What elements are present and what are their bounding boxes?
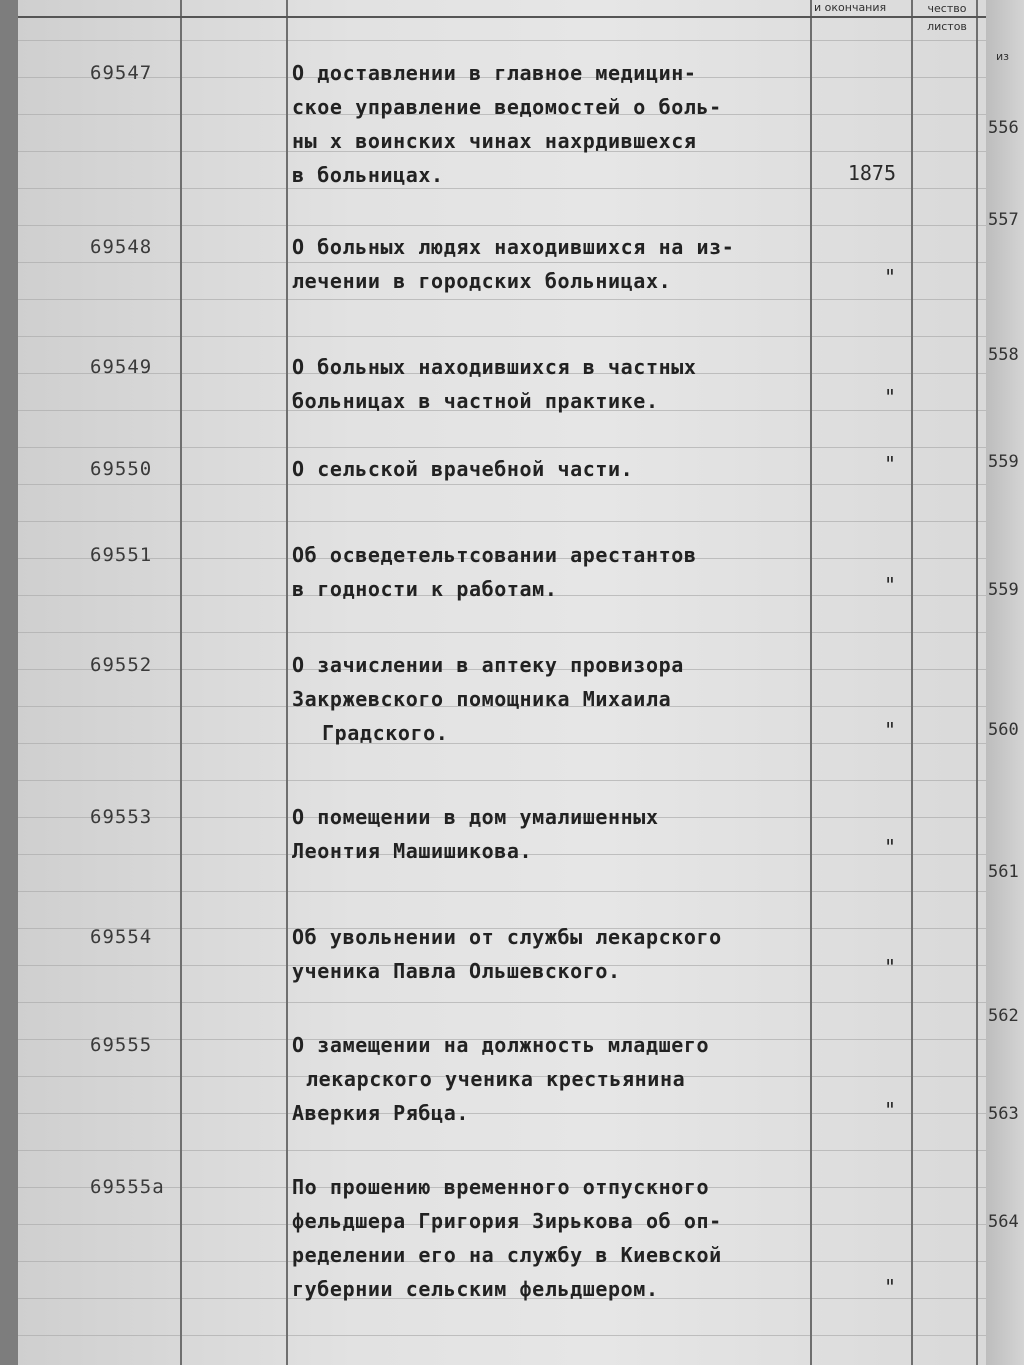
case-title-line: ученика Павла Ольшевского. bbox=[292, 959, 621, 983]
case-sheets: 556 bbox=[988, 118, 1019, 138]
case-title-line: в больницах. bbox=[292, 163, 444, 187]
case-title bbox=[292, 350, 812, 418]
case-number: 69554 bbox=[90, 926, 153, 948]
case-title bbox=[292, 1170, 812, 1306]
case-sheets: 557 bbox=[988, 210, 1019, 230]
case-title-line: Аверкия Рябца. bbox=[292, 1101, 469, 1125]
header-sheets: чество листов bbox=[927, 2, 967, 33]
case-title-line: Леонтия Машишикова. bbox=[292, 839, 533, 863]
case-number: 69550 bbox=[90, 458, 153, 480]
ruled-line bbox=[18, 1150, 986, 1151]
case-year: " bbox=[883, 385, 896, 409]
case-sheets: 558 bbox=[988, 345, 1019, 365]
case-year: " bbox=[883, 955, 896, 979]
ruled-line bbox=[18, 891, 986, 892]
case-title-line: ны х воинских чинах нахрдившехся bbox=[292, 129, 697, 153]
case-title-line: губернии сельским фельдшером. bbox=[292, 1277, 659, 1301]
case-year: " bbox=[883, 1098, 896, 1122]
case-title bbox=[292, 452, 812, 486]
case-year: 1875 bbox=[847, 161, 896, 185]
case-sheets: 564 bbox=[988, 1212, 1019, 1232]
case-title bbox=[292, 920, 812, 988]
case-year: " bbox=[883, 718, 896, 742]
case-title bbox=[292, 648, 812, 750]
case-sheets: 560 bbox=[988, 720, 1019, 740]
case-title-line: О больных людях находившихся на из- bbox=[292, 235, 735, 259]
case-title-line: О сельской врачебной части. bbox=[292, 457, 634, 481]
case-title-line: О помещении в дом умалишенных bbox=[292, 805, 659, 829]
case-number: 69549 bbox=[90, 356, 153, 378]
case-number: 69547 bbox=[90, 62, 153, 84]
case-title-line: О замещении на должность младшего bbox=[292, 1033, 710, 1057]
column-divider-right bbox=[976, 0, 978, 1365]
case-title-line: больницах в частной практике. bbox=[292, 389, 659, 413]
ruled-line bbox=[18, 780, 986, 781]
case-title-line: лечении в городских больницах. bbox=[292, 269, 672, 293]
ruled-line bbox=[18, 521, 986, 522]
case-title-line: ское управление ведомостей о боль- bbox=[292, 95, 722, 119]
case-title-line: ределении его на службу в Киевской bbox=[292, 1243, 722, 1267]
page-left-edge bbox=[0, 0, 18, 1365]
ruled-line bbox=[18, 1335, 986, 1336]
case-number: 69552 bbox=[90, 654, 153, 676]
case-title bbox=[292, 230, 812, 298]
column-divider-sheets bbox=[911, 0, 913, 1365]
header-right-fragment: из bbox=[996, 50, 1009, 63]
ruled-line bbox=[18, 336, 986, 337]
case-sheets: 563 bbox=[988, 1104, 1019, 1124]
ruled-line bbox=[18, 40, 986, 41]
header-bottom-rule bbox=[18, 16, 986, 18]
case-title bbox=[292, 56, 812, 192]
case-title-line: в годности к работам. bbox=[292, 577, 558, 601]
case-title-line: О больных находившихся в частных bbox=[292, 355, 697, 379]
ruled-line bbox=[18, 225, 986, 226]
case-number: 69555 bbox=[90, 1034, 153, 1056]
column-divider-title bbox=[286, 0, 288, 1365]
case-number: 69551 bbox=[90, 544, 153, 566]
case-year: " bbox=[883, 452, 896, 476]
header-dates: и окончания bbox=[814, 1, 887, 14]
case-title-line: О доставлении в главное медицин- bbox=[292, 61, 697, 85]
case-year: " bbox=[883, 573, 896, 597]
ruled-line bbox=[18, 299, 986, 300]
column-divider-number bbox=[180, 0, 182, 1365]
case-title bbox=[292, 800, 812, 868]
case-title-line: По прошению временного отпускного bbox=[292, 1175, 710, 1199]
case-title-line: О зачислении в аптеку провизора bbox=[292, 653, 684, 677]
adjacent-page-edge bbox=[986, 0, 1024, 1365]
case-title-line: Об осведетельтсовании арестантов bbox=[292, 543, 697, 567]
case-year: " bbox=[883, 265, 896, 289]
ruled-line bbox=[18, 632, 986, 633]
case-number: 69548 bbox=[90, 236, 153, 258]
case-number: 69553 bbox=[90, 806, 153, 828]
case-title-line: фельдшера Григория Зирькова об оп- bbox=[292, 1209, 722, 1233]
case-title-line: Об увольнении от службы лекарского bbox=[292, 925, 722, 949]
case-title bbox=[292, 538, 812, 606]
case-number: 69555а bbox=[90, 1176, 165, 1198]
case-title-line: Закржевского помощника Михаила bbox=[292, 687, 672, 711]
case-year: " bbox=[883, 1275, 896, 1299]
case-year: " bbox=[883, 835, 896, 859]
ruled-line bbox=[18, 1002, 986, 1003]
case-title bbox=[292, 1028, 812, 1130]
ruled-line bbox=[18, 447, 986, 448]
case-sheets: 562 bbox=[988, 1006, 1019, 1026]
case-title-line: лекарского ученика крестьянина bbox=[306, 1067, 686, 1091]
case-sheets: 561 bbox=[988, 862, 1019, 882]
case-sheets: 559 bbox=[988, 452, 1019, 472]
case-sheets: 559 bbox=[988, 580, 1019, 600]
case-title-line: Градского. bbox=[322, 721, 449, 745]
